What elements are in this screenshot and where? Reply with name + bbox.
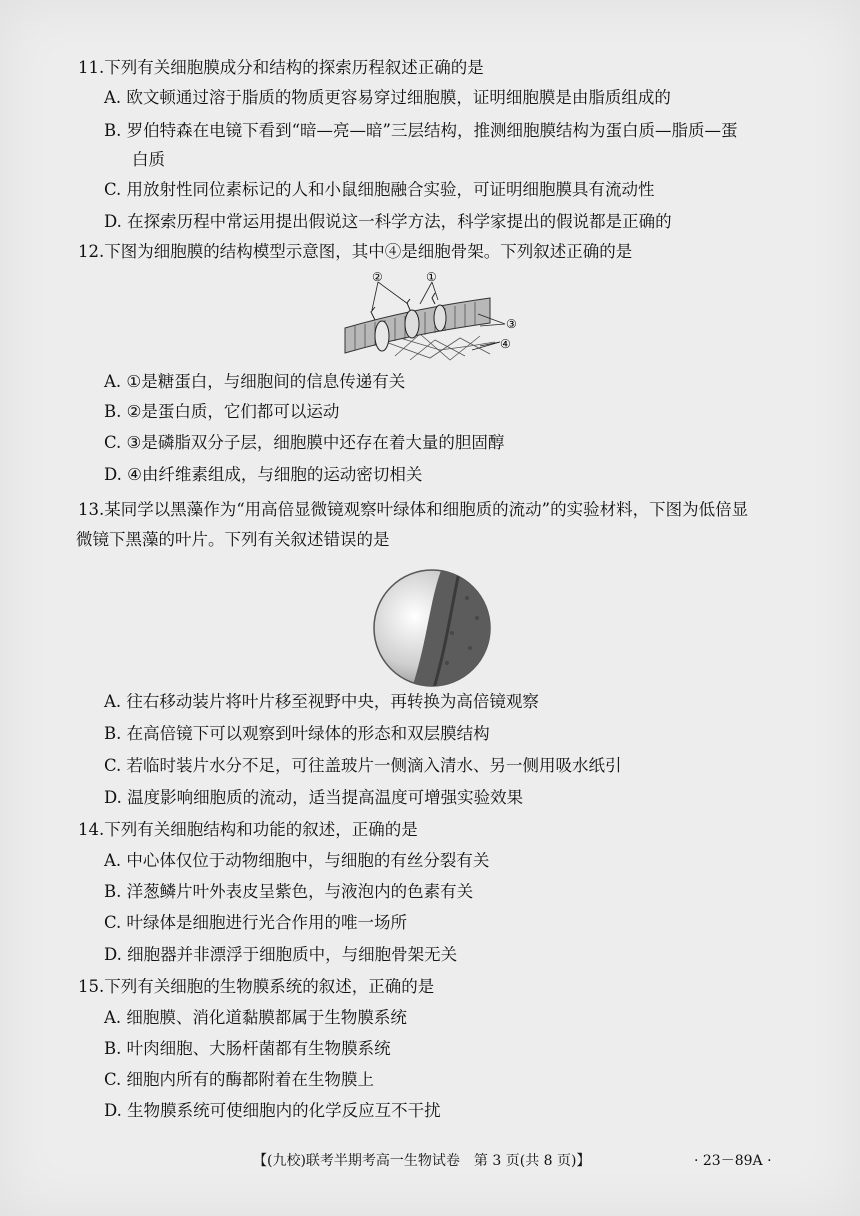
figure-label-2: ② bbox=[372, 270, 383, 284]
question-14-option-c: C. 叶绿体是细胞进行光合作用的唯一场所 bbox=[104, 913, 408, 932]
question-13-option-d: D. 温度影响细胞质的流动，适当提高温度可增强实验效果 bbox=[104, 788, 524, 807]
question-12-option-b: B. ②是蛋白质，它们都可以运动 bbox=[104, 402, 340, 421]
question-11-option-b-continued: 白质 bbox=[132, 150, 165, 169]
figure-label-3: ③ bbox=[506, 317, 517, 331]
question-15-option-d: D. 生物膜系统可使细胞内的化学反应互不干扰 bbox=[104, 1101, 441, 1120]
question-12-option-d: D. ④由纤维素组成，与细胞的运动密切相关 bbox=[104, 465, 423, 484]
question-14-option-d: D. 细胞器并非漂浮于细胞质中，与细胞骨架无关 bbox=[104, 945, 458, 964]
membrane-protein bbox=[434, 305, 446, 331]
question-13-stem-line1: 13.某同学以黑藻作为“用高倍显微镜观察叶绿体和细胞质的流动”的实验材料，下图为低倍显 bbox=[78, 500, 749, 519]
question-11-option-a: A. 欧文顿通过溶于脂质的物质更容易穿过细胞膜，证明细胞膜是由脂质组成的 bbox=[104, 88, 671, 107]
question-15-option-b: B. 叶肉细胞、大肠杆菌都有生物膜系统 bbox=[104, 1039, 391, 1058]
cell-membrane-diagram bbox=[340, 268, 530, 366]
membrane-protein bbox=[375, 321, 389, 351]
question-15-option-c: C. 细胞内所有的酶都附着在生物膜上 bbox=[104, 1070, 375, 1089]
figure-label-4: ④ bbox=[500, 337, 511, 351]
question-12-stem: 12.下图为细胞膜的结构模型示意图，其中④是细胞骨架。下列叙述正确的是 bbox=[78, 242, 633, 261]
question-11-option-b: B. 罗伯特森在电镜下看到“暗—亮—暗”三层结构，推测细胞膜结构为蛋白质—脂质—蛋 bbox=[104, 121, 738, 140]
membrane-protein bbox=[405, 310, 419, 338]
figure-label-1: ① bbox=[426, 270, 437, 284]
question-11-stem: 11.下列有关细胞膜成分和结构的探索历程叙述正确的是 bbox=[78, 58, 484, 77]
question-13-option-a: A. 往右移动装片将叶片移至视野中央，再转换为高倍镜观察 bbox=[104, 692, 539, 711]
question-12-option-a: A. ①是糖蛋白，与细胞间的信息传递有关 bbox=[104, 372, 406, 391]
question-14-option-b: B. 洋葱鳞片叶外表皮呈紫色，与液泡内的色素有关 bbox=[104, 882, 474, 901]
question-13-option-b: B. 在高倍镜下可以观察到叶绿体的形态和双层膜结构 bbox=[104, 724, 490, 743]
question-11-option-d: D. 在探索历程中常运用提出假说这一科学方法，科学家提出的假说都是正确的 bbox=[104, 212, 672, 231]
page-footer-title: 【(九校)联考半期考高一生物试卷 第 3 页(共 8 页)】 bbox=[253, 1153, 591, 1169]
microscope-view-image bbox=[372, 568, 492, 688]
question-13-stem-line2: 微镜下黑藻的叶片。下列有关叙述错误的是 bbox=[76, 530, 390, 549]
question-15-stem: 15.下列有关细胞的生物膜系统的叙述，正确的是 bbox=[78, 977, 435, 996]
question-14-option-a: A. 中心体仅位于动物细胞中，与细胞的有丝分裂有关 bbox=[104, 851, 490, 870]
question-15-option-a: A. 细胞膜、消化道黏膜都属于生物膜系统 bbox=[104, 1008, 407, 1027]
question-13-option-c: C. 若临时装片水分不足，可往盖玻片一侧滴入清水、另一侧用吸水纸引 bbox=[104, 756, 622, 775]
question-12-option-c: C. ③是磷脂双分子层，细胞膜中还存在着大量的胆固醇 bbox=[104, 433, 505, 452]
question-14-stem: 14.下列有关细胞结构和功能的叙述，正确的是 bbox=[78, 820, 418, 839]
question-11-option-c: C. 用放射性同位素标记的人和小鼠细胞融合实验，可证明细胞膜具有流动性 bbox=[104, 180, 655, 199]
page-footer-code: · 23－89A · bbox=[694, 1153, 772, 1169]
